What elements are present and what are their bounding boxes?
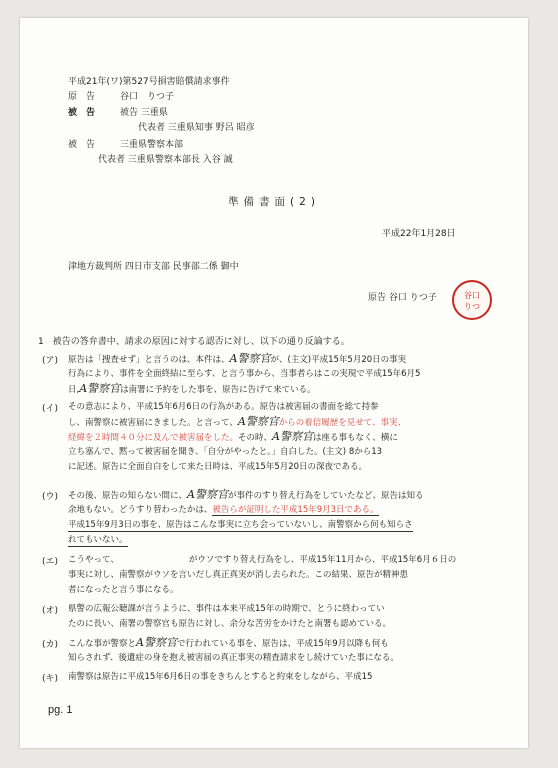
item-e-mark: (エ) — [42, 557, 59, 567]
personal-seal-stamp: 谷口 りつ — [452, 280, 492, 320]
item-ka-line1: こんな事が警察とA警察官で行われている事を、原告は、平成15年9月以降も何も — [68, 636, 389, 649]
item-a-line1: 原告は「捜査せず」と言うのは、本件は、A警察官が、(主文)平成15年5月20日の事実 — [68, 352, 407, 365]
document-page — [20, 18, 528, 748]
handwritten-a-officer: A警察官 — [136, 636, 177, 649]
item-a-line2: 行為により、事件を全面終結に至らす、と言う事から、当事者らはこの実現で平成15年6月5 — [68, 369, 421, 379]
item-ki-line1: 南警察は原告に平成15年6月6日の事をきちんとすると約束をしながら、平成15 — [68, 672, 373, 682]
item-i-line3: 経緯を２時間４０分に及んで被害届をした。その時、A警察官は座る事もなく、横に — [68, 430, 398, 443]
item-o-line1: 県警の広報公聴課が言うように、事件は本来平成15年の時期で、とうに終わってい — [68, 604, 385, 614]
handwritten-a-officer: A警察官 — [187, 488, 228, 501]
item-e-line2: 事実に対し、南警察がウソを言いだし真正真実が消し去られた。この結果、原告が精神患 — [68, 570, 409, 580]
item-i-line2: し、南警察に被害届にきました。と言って、A警察官からの着信履歴を見せて、事実、 — [68, 415, 407, 428]
handwritten-a-officer: A警察官 — [229, 352, 271, 365]
item-i-mark: (イ) — [42, 404, 59, 414]
item-u-mark: (ウ) — [42, 492, 59, 502]
item-ki-mark: (キ) — [42, 674, 59, 684]
item-a-mark: (ア) — [42, 356, 59, 366]
handwritten-a-officer: A警察官 — [272, 430, 313, 443]
item-o-line2: たのに長い、南署の警察官も原告に対し、余分な苦労をかけたと南署も認めている。 — [68, 619, 392, 629]
defendant1-label: 被 告 — [68, 108, 96, 118]
item-i-line5: に記述。原告に全面自白をして来た日時は、平成15年5月20日の深夜である。 — [68, 462, 368, 472]
plaintiff-name: 谷口 りつ子 — [120, 92, 175, 102]
page-number: pg. 1 — [48, 704, 73, 716]
document-title: 準備書面(2) — [228, 196, 320, 208]
intro-paragraph: 1 被告の答弁書中、請求の原因に対する認否に対し、以下の通り反論する。 — [38, 337, 350, 347]
document-date: 平成22年1月28日 — [382, 229, 456, 239]
addressee: 津地方裁判所 四日市支部 民事部二係 御中 — [68, 262, 239, 272]
item-o-mark: (オ) — [42, 606, 59, 616]
item-i-line1: その意志により、平成15年6月6日の行為がある。原告は被害届の書面を総て持参 — [68, 402, 379, 412]
signature-line: 原告 谷口 りつ子 — [368, 293, 437, 303]
case-number: 平成21年(ワ)第527号損害賠償請求事件 — [68, 77, 230, 87]
item-u-line1: その後、原告の知らない間に、A警察官が事件のすり替え行為をしていたなど、原告は知る — [68, 488, 424, 501]
handwritten-a-officer: A警察官 — [79, 382, 121, 395]
defendant1-name: 被告 三重県 — [120, 108, 168, 118]
plaintiff-label: 原 告 — [68, 92, 96, 102]
item-u-line2: 余地もない。どうすり替わったかは、被告らが証明した平成15年9月3日である。 — [68, 505, 379, 515]
item-u-line3: 平成15年9月3日の事を、原告はこんな事実に立ち会っていないし、南警察から何も知らさ — [68, 520, 413, 530]
defendant1-rep: 代表者 三重県知事 野呂 昭彦 — [138, 123, 255, 133]
defendant2-name: 三重県警察本部 — [120, 140, 184, 150]
item-i-line4: 立ち塞んで、黙って被害届を聞き、「自分がやったと。」自白した。(主文) 8から13 — [68, 447, 383, 457]
item-u-line4: れてもいない。 — [68, 535, 128, 545]
handwritten-a-officer: A警察官 — [237, 415, 279, 428]
item-e-line3: 者になったと言う事になる。 — [68, 585, 179, 595]
item-e-line1: こうやって、 がウソですり替え行為をし、平成15年11月から、平成15年6月６日の — [68, 555, 457, 565]
defendant2-rep: 代表者 三重県警察本部長 入谷 誠 — [98, 155, 233, 165]
item-ka-line2: 知らされず、後遺症の身を抱え被害届の真正事実の精査請求をし続けていた事になる。 — [68, 653, 399, 663]
item-a-line3: 日,A警察官は南署に予約をした事を、原告に告げて来ている。 — [68, 382, 316, 395]
defendant2-label: 被 告 — [68, 140, 96, 150]
item-ka-mark: (カ) — [42, 640, 59, 650]
